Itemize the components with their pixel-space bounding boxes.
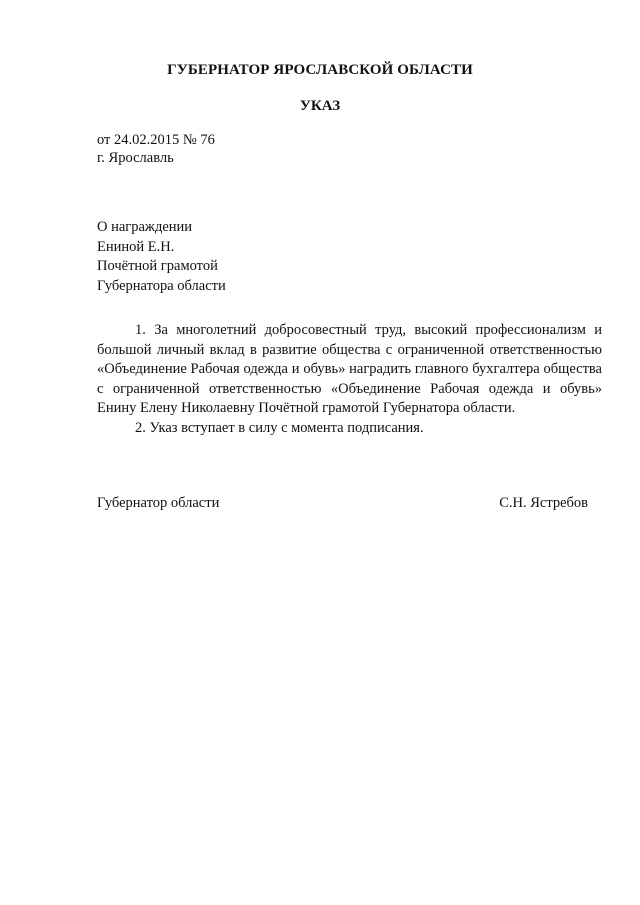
signatory-title: Губернатор области bbox=[97, 495, 220, 511]
signatory-name: С.Н. Ястребов bbox=[499, 495, 588, 511]
subject-line: О награждении bbox=[97, 219, 193, 235]
body-paragraph-2: 2. Указ вступает в силу с момента подписания. bbox=[135, 419, 424, 436]
issue-city: г. Ярославль bbox=[97, 150, 174, 166]
issuer-heading: ГУБЕРНАТОР ЯРОСЛАВСКОЙ ОБЛАСТИ bbox=[167, 62, 473, 78]
subject-line: Почётной грамотой bbox=[97, 258, 218, 274]
document-body bbox=[97, 321, 602, 439]
subject-line: Ениной Е.Н. bbox=[97, 238, 175, 255]
date-and-number: от 24.02.2015 № 76 bbox=[97, 132, 215, 148]
document-type-heading: УКАЗ bbox=[299, 98, 341, 114]
subject-line: Губернатора области bbox=[97, 277, 226, 294]
body-paragraph-1: 1. За многолетний добросовестный труд, высокий профессионализм и большой личный вклад в развитие общества с ограниченной ответственностью «Объединение Рабочая одежда и обувь» наградить главного бухгалтера общества с ограниченной ответственностью «Объединение Рабочая одежда и обувь» Енину Елену Николаевну Почётной грамотой Губернатора области. bbox=[97, 322, 602, 417]
document-subject bbox=[97, 218, 226, 296]
